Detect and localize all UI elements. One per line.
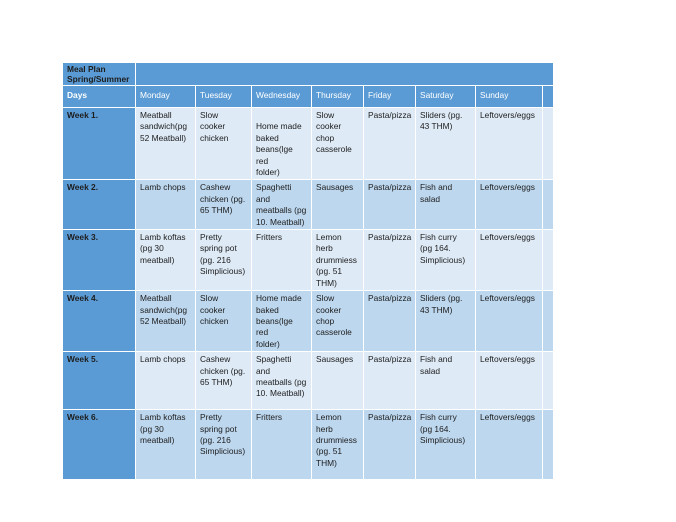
meal-cell: Lamb chops: [136, 180, 196, 230]
week-label: Week 5.: [63, 352, 136, 410]
meal-cell: Meatball sandwich(pg 52 Meatball): [136, 291, 196, 352]
meal-cell: Slow cooker chop casserole: [312, 108, 364, 180]
meal-cell: Home made baked beans(lge red folder): [252, 291, 312, 352]
days-row-filler: [543, 86, 554, 108]
meal-cell: Fritters: [252, 230, 312, 291]
meal-cell: Fish curry (pg 164. Simplicious): [416, 410, 476, 480]
row-filler: [543, 352, 554, 410]
meal-cell: Meatball sandwich(pg 52 Meatball): [136, 108, 196, 180]
meal-cell: Spaghetti and meatballs (pg 10. Meatball): [252, 180, 312, 230]
meal-cell: Sliders (pg. 43 THM): [416, 108, 476, 180]
table-title: Meal Plan Spring/Summer: [63, 63, 136, 86]
day-monday: Monday: [136, 86, 196, 108]
day-wednesday: Wednesday: [252, 86, 312, 108]
meal-cell: Sausages: [312, 180, 364, 230]
day-thursday: Thursday: [312, 86, 364, 108]
meal-cell: Leftovers/eggs: [476, 180, 543, 230]
meal-cell: Fish and salad: [416, 180, 476, 230]
meal-cell: Fritters: [252, 410, 312, 480]
week-label: Week 3.: [63, 230, 136, 291]
title-row-filler: [136, 63, 554, 86]
week-label: Week 1.: [63, 108, 136, 180]
meal-cell: Sausages: [312, 352, 364, 410]
meal-cell: Pasta/pizza: [364, 352, 416, 410]
meal-cell: Leftovers/eggs: [476, 352, 543, 410]
meal-cell: Pretty spring pot (pg. 216 Simplicious): [196, 410, 252, 480]
row-filler: [543, 410, 554, 480]
row-filler: [543, 291, 554, 352]
meal-cell: Lamb chops: [136, 352, 196, 410]
meal-cell: Fish and salad: [416, 352, 476, 410]
meal-cell: Lamb koftas (pg 30 meatball): [136, 230, 196, 291]
meal-cell: Pasta/pizza: [364, 230, 416, 291]
table-row-week-1: [63, 108, 554, 180]
meal-cell: Pasta/pizza: [364, 108, 416, 180]
week-label: Week 2.: [63, 180, 136, 230]
meal-cell: Pretty spring pot (pg. 216 Simplicious): [196, 230, 252, 291]
row-filler: [543, 180, 554, 230]
day-friday: Friday: [364, 86, 416, 108]
meal-cell: Slow cooker chicken: [196, 108, 252, 180]
table-row-week-3: [63, 230, 554, 291]
table-row-week-5: [63, 352, 554, 410]
row-filler: [543, 230, 554, 291]
meal-cell: Home made baked beans(lge red folder): [252, 108, 312, 180]
table-row-week-4: [63, 291, 554, 352]
meal-cell: Lemon herb drummiess (pg. 51 THM): [312, 410, 364, 480]
meal-cell: Leftovers/eggs: [476, 410, 543, 480]
meal-cell: Cashew chicken (pg. 65 THM): [196, 352, 252, 410]
meal-cell: Leftovers/eggs: [476, 108, 543, 180]
week-label: Week 6.: [63, 410, 136, 480]
day-tuesday: Tuesday: [196, 86, 252, 108]
meal-plan-table: [62, 62, 554, 480]
meal-cell: Spaghetti and meatballs (pg 10. Meatball): [252, 352, 312, 410]
meal-cell: Lamb koftas (pg 30 meatball): [136, 410, 196, 480]
week-label: Week 4.: [63, 291, 136, 352]
meal-cell: Leftovers/eggs: [476, 230, 543, 291]
meal-cell: Pasta/pizza: [364, 291, 416, 352]
meal-cell: Slow cooker chicken: [196, 291, 252, 352]
row-filler: [543, 108, 554, 180]
meal-cell: Pasta/pizza: [364, 180, 416, 230]
meal-cell: Slow cooker chop casserole: [312, 291, 364, 352]
meal-cell: Cashew chicken (pg. 65 THM): [196, 180, 252, 230]
day-sunday: Sunday: [476, 86, 543, 108]
days-label: Days: [63, 86, 136, 108]
table-row-week-2: [63, 180, 554, 230]
meal-cell: Sliders (pg. 43 THM): [416, 291, 476, 352]
title-row: [63, 63, 554, 86]
meal-cell: Fish curry (pg 164. Simplicious): [416, 230, 476, 291]
meal-cell: Pasta/pizza: [364, 410, 416, 480]
day-saturday: Saturday: [416, 86, 476, 108]
meal-cell: Leftovers/eggs: [476, 291, 543, 352]
table-row-week-6: [63, 410, 554, 480]
days-header-row: [63, 86, 554, 108]
meal-cell: Lemon herb drummiess (pg. 51 THM): [312, 230, 364, 291]
